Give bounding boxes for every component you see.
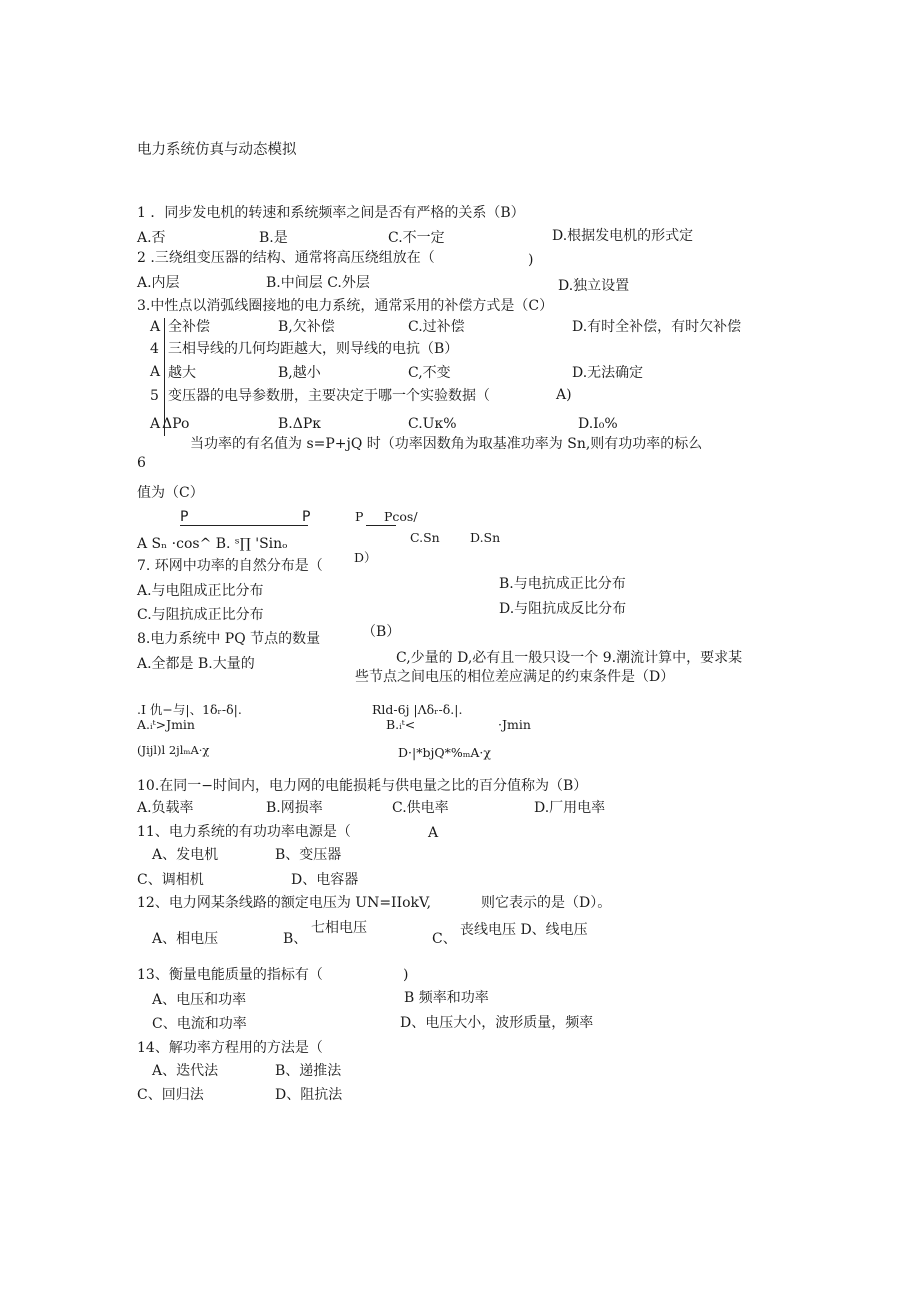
question-5-option-d: D.I₀% — [578, 416, 618, 432]
fraction-numerator-p1: P — [180, 509, 189, 525]
question-4-option-c: C,不变 — [408, 365, 451, 381]
question-9-option-a: A.ᵢᵗ>Jmin — [137, 717, 195, 732]
question-3-stem: 3.中性点以消弧线圈接地的电力系统，通常采用的补偿方式是（C） — [137, 298, 554, 314]
question-12-stem-answer: 则它表示的是（D）。 — [481, 895, 612, 911]
question-3-option-d: D.有时全补偿，有时欠补偿 — [572, 319, 742, 335]
question-4-number: 4 — [150, 341, 159, 357]
document-title: 电力系统仿真与动态模拟 — [137, 142, 297, 158]
question-5-option-c: C.Uк% — [408, 416, 457, 432]
question-5-option-a: ΔPo — [162, 416, 190, 432]
question-1-option-a: A.否 — [137, 230, 166, 246]
question-8-option-ab: A.全都是 B.大量的 — [137, 656, 255, 672]
question-10-option-c: C.供电率 — [392, 800, 449, 816]
question-13-option-d: D、电压大小，波形质量，频率 — [400, 1015, 594, 1031]
question-2-close-paren: ) — [528, 252, 534, 268]
question-11-answer: A — [428, 825, 439, 841]
fraction-bar — [180, 525, 308, 526]
question-9-option-c: (Jijl)l 2jlₘA·χ — [137, 743, 210, 757]
question-13-option-a: A、电压和功率 — [152, 992, 247, 1008]
question-13-stem: 13、衡量电能质量的指标有（ — [137, 967, 323, 983]
question-5-answer: A) — [556, 387, 572, 403]
question-2-option-a: A.内层 — [137, 275, 180, 291]
fraction-bar-2 — [366, 525, 396, 526]
question-11-option-c: C、调相机 — [137, 872, 204, 888]
question-9-formula-a: .I 仇−与|、1δᵣ-δ|. — [137, 702, 242, 717]
question-9-option-d: D·|*bjQ*%ₘA·χ — [398, 745, 491, 760]
question-14-option-c: C、回归法 — [137, 1087, 204, 1103]
question-12-option-a: A、相电压 — [152, 931, 219, 947]
question-11-option-b: B、变压器 — [275, 847, 342, 863]
question-4-option-b: B,越小 — [278, 365, 321, 381]
question-7-option-c: C.与阻抗成正比分布 — [137, 607, 264, 623]
question-1-option-c: C.不一定 — [388, 230, 445, 246]
question-13-option-b: B 频率和功率 — [404, 990, 489, 1006]
question-9-option-b-min: ·Jmin — [498, 717, 531, 732]
question-10-option-d: D.厂用电率 — [534, 800, 606, 816]
question-6-option-ab: A Sₙ ·cos^ B. ˢ∏ 'Sinₒ — [137, 536, 288, 552]
question-2-stem: 2 .三绕组变压器的结构、通常将高压绕组放在（ — [137, 250, 435, 266]
question-13-option-c: C、电流和功率 — [152, 1016, 247, 1032]
fraction-numerator-p3: P — [355, 509, 364, 524]
question-10-option-a: A.负载率 — [137, 800, 194, 816]
question-8-stem: 8.电力系统中 PQ 节点的数量 — [137, 631, 321, 647]
question-12-option-b-text: 七相电压 — [311, 920, 367, 936]
question-9-formula-b: Rld-6j |Λδᵣ-δ.|. — [372, 702, 463, 717]
question-7-option-a: A.与电阻成正比分布 — [137, 583, 264, 599]
question-1-option-d: D.根据发电机的形式定 — [552, 228, 694, 244]
fraction-numerator-p2: P — [302, 509, 311, 525]
question-3-option-b: B,欠补偿 — [278, 319, 335, 335]
question-14-option-b: B、递推法 — [275, 1063, 342, 1079]
question-1-stem: 1 ．同步发电机的转速和系统频率之间是否有严格的关系（B） — [137, 205, 525, 221]
question-11-option-a: A、发电机 — [152, 847, 219, 863]
question-4-option-d: D.无法确定 — [572, 365, 644, 381]
fraction-numerator-pcos: Pcos/ — [384, 509, 418, 524]
question-10-stem: 10.在同一−时间内，电力网的电能损耗与供电量之比的百分值称为（B） — [137, 778, 588, 794]
question-8-option-cd: C,少量的 D,必有且一般只设一个 9.潮流计算中，要求某 — [396, 650, 743, 666]
question-14-stem: 14、解功率方程用的方法是（ — [137, 1040, 323, 1056]
question-13-close-paren: ) — [403, 967, 409, 983]
question-3-option-a: 全补偿 — [168, 319, 210, 335]
question-12-option-cd: 丧线电压 D、线电压 — [460, 922, 588, 938]
question-14-option-a: A、迭代法 — [152, 1063, 219, 1079]
question-12-option-b: B、 — [283, 931, 308, 947]
question-5-number: 5 — [150, 388, 159, 404]
question-4-option-a: 越大 — [168, 365, 196, 381]
question-7-option-d: D.与阻抗成反比分布 — [499, 601, 627, 617]
question-4-stem: 三相导线的几何均距越大，则导线的电抗（B） — [168, 341, 459, 357]
question-12-option-c: C、 — [432, 931, 457, 947]
question-12-stem: 12、电力网某条线路的额定电压为 UN=IIokV, — [137, 895, 432, 911]
question-2-option-d: D.独立设置 — [558, 278, 630, 294]
question-6-option-d: D.Sn — [470, 530, 501, 545]
question-11-stem: 11、电力系统的有功功率电源是（ — [137, 824, 351, 840]
question-3-option-c: C.过补偿 — [408, 319, 465, 335]
question-6-stem: 当功率的有名值为 s=P+jQ 时（功率因数角为取基准功率为 Sn,则有功功率的标么 — [190, 436, 703, 452]
question-9-option-b: B.ᵢᵗ< — [386, 717, 416, 732]
question-11-option-d: D、电容器 — [291, 872, 359, 888]
question-10-option-b: B.网损率 — [266, 800, 323, 816]
question-7-stem: 7. 环网中功率的自然分布是（ — [137, 558, 323, 574]
question-6-option-c: C.Sn — [410, 530, 440, 545]
question-4-option-a-letter: A — [150, 364, 161, 380]
question-5-stem: 变压器的电导参数册，主要决定于哪一个实验数据（ — [168, 388, 490, 404]
question-5-option-b: B.ΔPк — [278, 416, 322, 432]
question-2-option-bc: B.中间层 C.外层 — [266, 275, 370, 291]
question-6-stem-continued: 值为（C） — [137, 485, 204, 501]
question-6-number: 6 — [137, 455, 146, 471]
question-3-option-a-letter: A — [150, 319, 161, 335]
question-8-answer: （B） — [362, 624, 401, 640]
question-6-option-d-close: D） — [354, 550, 377, 565]
question-7-option-b: B.与电抗成正比分布 — [499, 576, 626, 592]
question-1-option-b: B.是 — [259, 230, 288, 246]
question-5-option-a-letter: A — [150, 416, 161, 432]
question-14-option-d: D、阻抗法 — [275, 1087, 343, 1103]
question-9-stem: 些节点之间电压的相位差应满足的约束条件是（D） — [355, 669, 675, 685]
